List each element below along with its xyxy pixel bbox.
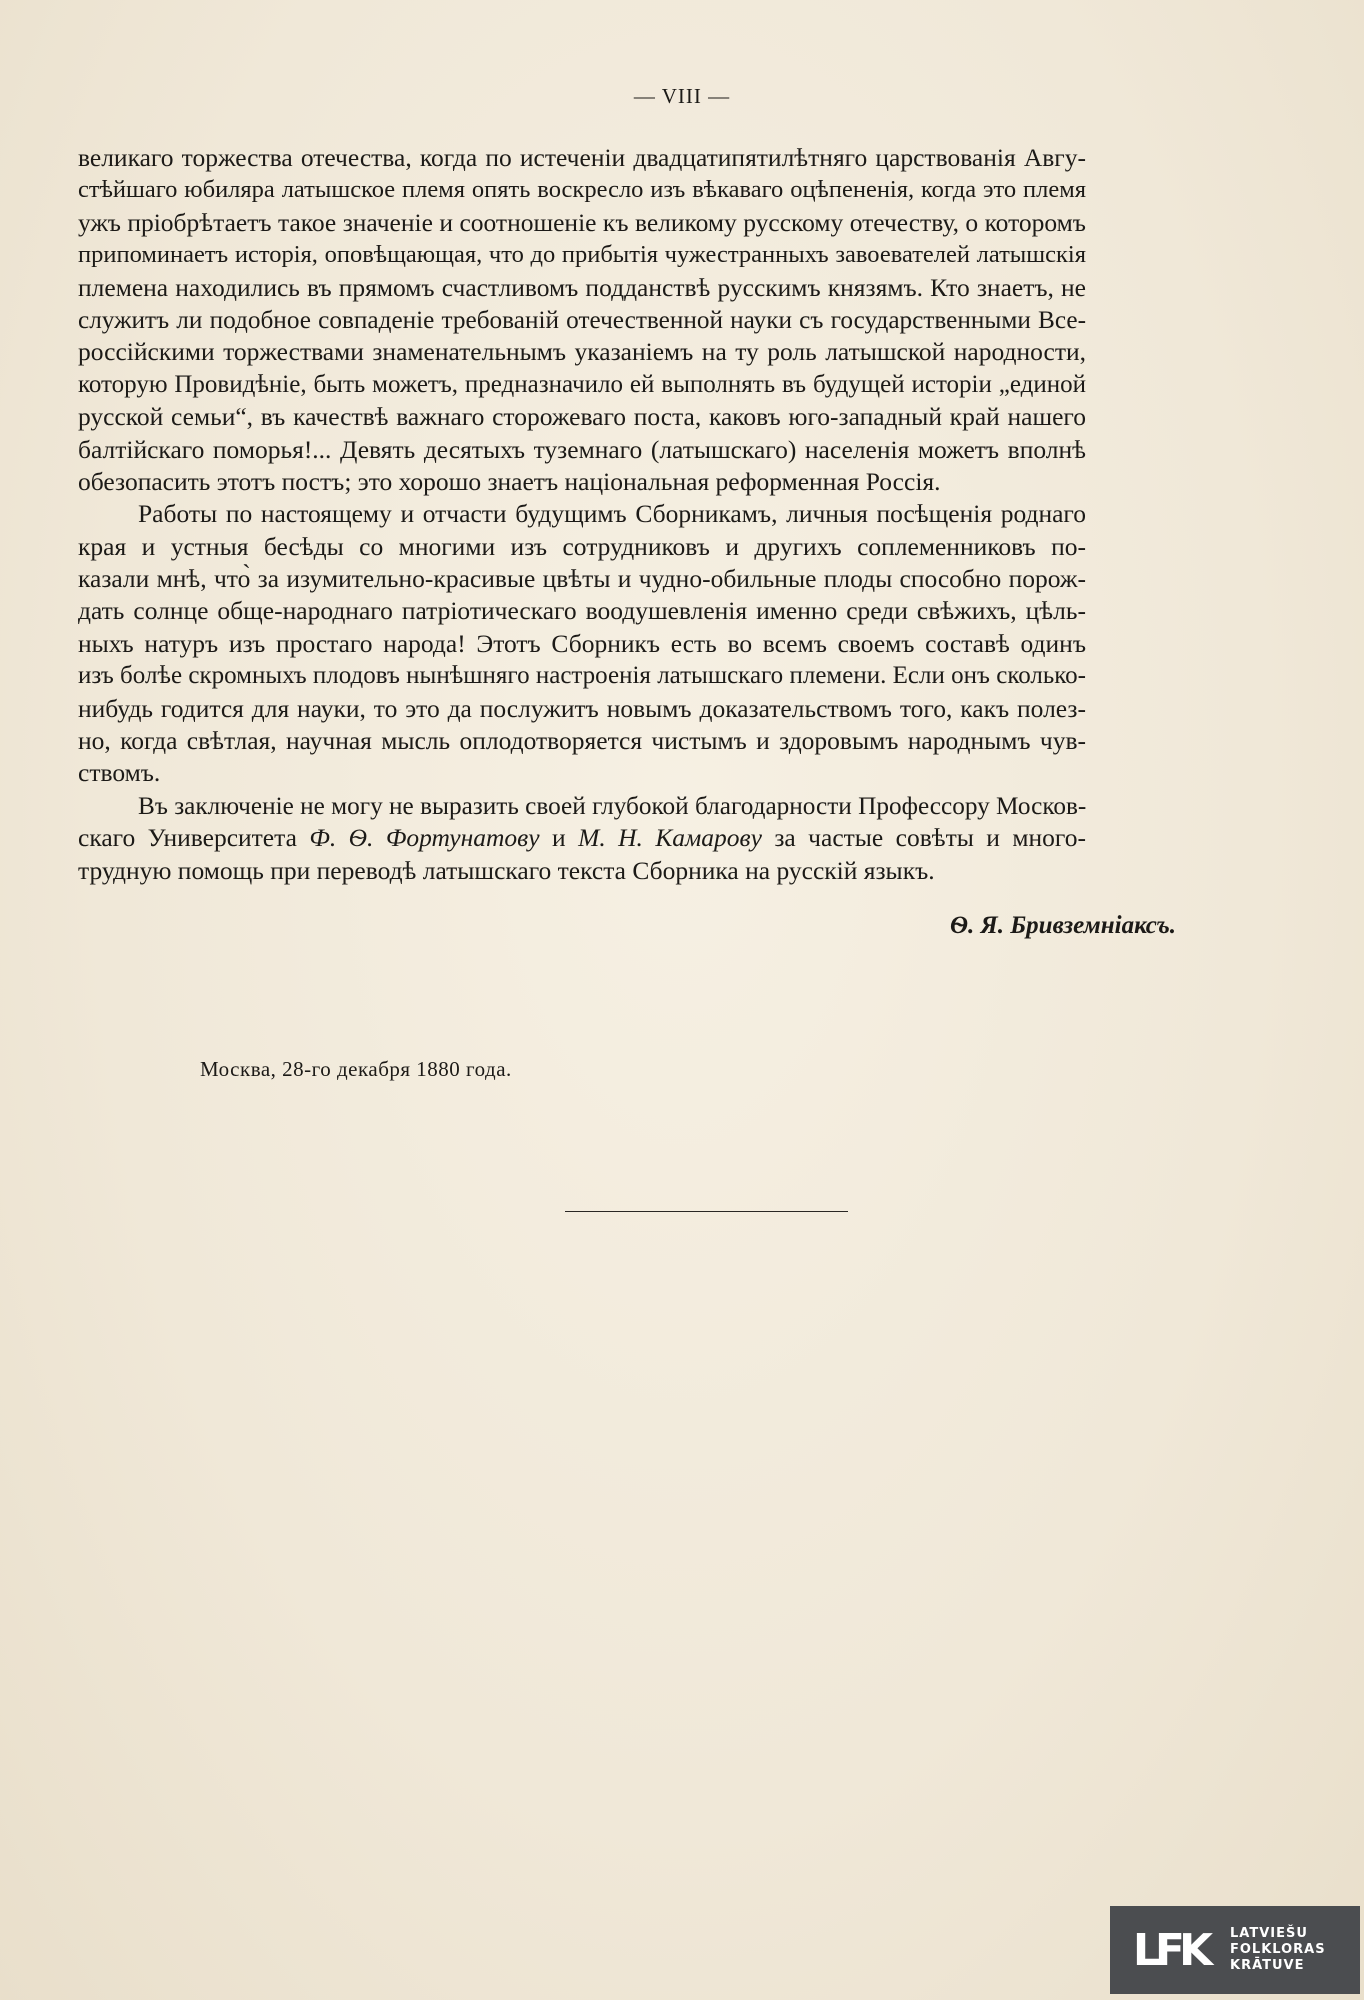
body-text [78,142,1086,887]
text-line: края и устныя бесѣды со многими изъ сотрудниковъ и другихъ соплеменниковъ по- [78,531,1086,561]
archive-name-line: LATVIEŠU [1230,1926,1308,1941]
text-line: казали мнѣ, что̀ за изумительно-красивые цвѣты и чудно-обильные плоды способно порож- [78,564,1086,594]
signature: Ѳ. Я. Бривземніаксъ. [950,912,1176,939]
text-line: трудную помощь при переводѣ латышскаго текста Сборника на русскій языкъ. [78,855,935,885]
text-line: которую Провидѣніе, быть можетъ, предназначило ей выполнять въ будущей исторіи „единой [78,370,1086,398]
text-line: изъ болѣе скромныхъ плодовъ нынѣшняго настроенія латышскаго племени. Если онъ сколько- [78,662,1086,690]
text-line: дать солнце обще-народнаго патріотическаго воодушевленія именно среди свѣжихъ, цѣль- [78,596,1086,626]
archive-watermark [1110,1906,1360,1994]
text-line: россійскими торжествами знаменательнымъ указаніемъ на ту роль латышской народности, [78,337,1086,367]
text-segment: скаго Университета [78,823,310,853]
page-number: — VIII — [633,84,731,108]
archive-name-line: FOLKLORAS [1230,1942,1326,1957]
text-line: обезопасить этотъ постъ; это хорошо знаетъ національная реформенная Россія. [78,466,941,496]
archive-name [1230,1926,1326,1974]
text-line: русской семьи“, въ качествѣ важнаго сторожеваго поста, каковъ юго-западный край нашего [78,402,1086,432]
text-line: племена находились въ прямомъ счастливомъ подданствѣ русскимъ князямъ. Кто знаетъ, не [78,272,1086,302]
archive-name-line: KRĀTUVE [1230,1958,1305,1973]
text-line: великаго торжества отечества, когда по истеченіи двадцатипятилѣтняго царствованія Авгу- [78,143,1086,172]
text-line: но, когда свѣтлая, научная мысль оплодотворяется чистымъ и здоровымъ народнымъ чув- [78,726,1086,756]
text-line: балтійскаго поморья!... Девять десятыхъ туземнаго (латышскаго) населенія можетъ вполнѣ [78,434,1086,464]
text-line: нибудь годится для науки, то это да послужитъ новымъ доказательствомъ того, какъ полез- [78,693,1086,723]
archive-logo-icon: LFK [1132,1924,1208,1976]
text-line: ныхъ натуръ изъ простаго народа! Этотъ Сборникъ есть во всемъ своемъ составѣ одинъ [78,628,1086,658]
place-date: Москва, 28-го декабря 1880 года. [200,1057,512,1081]
text-line: ствомъ. [78,758,161,788]
text-segment: за частые совѣты и много- [761,823,1086,853]
closing-rule [565,1211,848,1212]
paragraph-start-line: Въ заключеніе не могу не выразить своей глубокой благодарности Профессору Москов- [138,791,1086,820]
text-line: служитъ ли подобное совпаденіе требованій отечественной науки съ государственными Все- [78,305,1086,334]
paragraph-start-line: Работы по настоящему и отчасти будущимъ Сборникамъ, личныя посѣщенія роднаго [138,499,1086,529]
text-line: ужъ пріобрѣтаетъ такое значеніе и соотношеніе къ великому русскому отечеству, о которомъ [78,207,1086,237]
text-line-mixed [78,822,1086,854]
text-segment: и [539,823,579,853]
name-kamarov: М. Н. Камарову [578,823,762,853]
text-line: стѣйшаго юбиляра латышское племя опять воскресло изъ вѣкаваго оцѣпененія, когда это племя [78,176,1086,204]
name-fortunatov: Ф. Ѳ. Фортунатову [309,823,540,853]
text-line: припоминаетъ исторія, оповѣщающая, что до прибытія чужестранныхъ завоевателей латышскія [78,241,1086,269]
